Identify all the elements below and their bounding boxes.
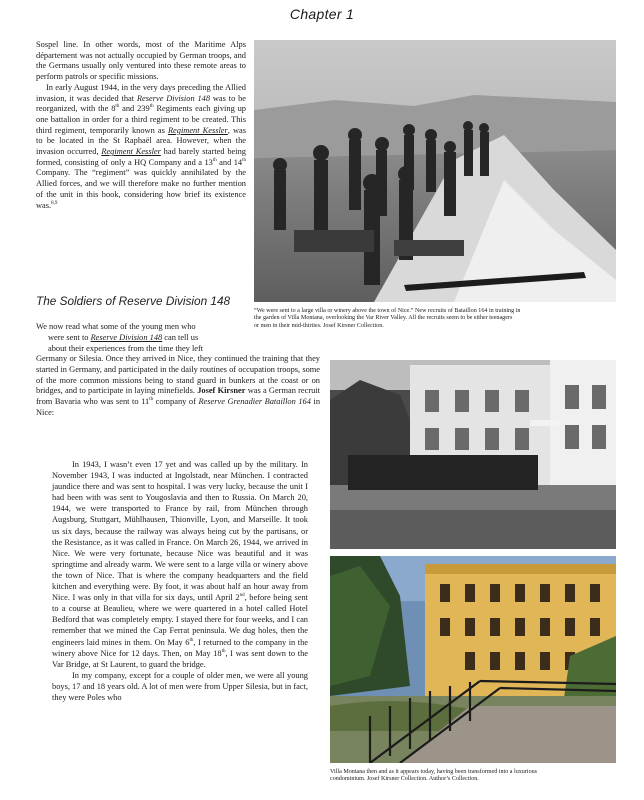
photo-recruits-training: [254, 40, 616, 302]
photo-caption: “We were sent to a large villa or winery above the town of Nice.” New recruits of Bataillon 164 in training in the garden of Villa Montana, overlooking the Var River Valley. All the recruits seem to be either teenagers or men in their mid-thirties. Josef Kirsner Collection.: [254, 308, 521, 329]
intro-text: We now read what some of the young men who were sent to Reserve Division 148 can tell us about their experiences from the time they left: [36, 322, 204, 353]
section-heading: The Soldiers of Reserve Division 148: [36, 294, 231, 308]
intro-text-cont: Germany or Silesia. Once they arrived in Nice, they continued the training that they started in Germany, and participated in the daily routines of occupation troops, some of the more common missions being to stand guard in bunkers at the coast or on bridges, and to participate in laying minefields. Josef Kirsner was a German recruit from Bavaria who was sent to 11th company of Reserve Grenadier Bataillon 164 in Nice:: [36, 354, 321, 417]
photo-caption: Villa Montana then and as it appears today, having been transformed into a luxurious condominium. Josef Kirsner Collection. Author’s Collection.: [330, 769, 538, 783]
person-name: Josef Kirsner: [197, 386, 246, 396]
footnote-ref: 8,9: [51, 200, 58, 206]
paragraph: In 1943, I wasn’t even 17 yet and was called up by the military. In November 1943, I was inducted at Ingolstadt, near München. I contracted jaundice there and was sent to hospital. I was very lucky, because the unit I had been with was sent to Yougoslavia and then to Russia. On March 20, 1944, we were transported to France by rail, from München through Augsburg, Stuttgart, Mühlhausen, Thionville, Lyon, and Marseille. It took us six days, because the railway was always being cut by the partisans, or the Resistance, as it was called in France. On March 26, 1944, we arrived in Nice. We were very fortunate, because Nice was beautiful and it was springtime and already warm. We were sent to a large villa or winery above the town of Nice. That is where the company headquarters and the field kitchen and everything were. By foot, it was about half an hour away from Nice. I was only in that villa for six days, until April 2nd, before being sent to a course at Beaulieu, where we were quartered in a hotel called Hotel Bedford that was completely empty. I stayed there for four weeks, and I can remember that we mined the Cap Ferrat peninsula. We dug holes, then the engineers laid mines in them. On May 6th, I returned to the company in the winery above Nice for 12 days. Then, on May 18th, I was sent down to the Var Bridge, at St Laurent, to guard the bridge.: [52, 460, 308, 669]
paragraph: In my company, except for a couple of older men, we were all young boys, 17 and 18 years old. A lot of men were from Upper Silesia, but in fact, they were Poles who: [52, 670, 308, 702]
photo-villa-today: [330, 556, 616, 763]
left-column-text: [36, 40, 246, 211]
paragraph: In early August 1944, in the very days preceding the Allied invasion, it was decided that Reserve Division 148 was to be reorganized, with the 8th and 239th Regiments each giving up one battalion in order for a third regiment to be created. This third regiment, temporarily known as Regiment Kessler, was to be located in the St Raphaël area. However, when the invasion occurred, Regiment Kessler had barely started being formed, consisting of only a HQ Company and a 13th and 14th Company. The “regiment” was quickly annihilated by the Allied forces, and we will therefore make no further mention of the unit in this book, considering how brief its existence was.$^{8,9}$: [36, 82, 246, 210]
paragraph: Sospel line. In other words, most of the Maritime Alps département was not actually occupied by German troops, and the Germans usually only ventured into these remote areas to perform patrols or specific missions.: [36, 40, 246, 82]
chapter-title: Chapter 1: [289, 6, 355, 22]
testimony-quote: [52, 459, 308, 703]
photo-villa-then: [330, 360, 616, 549]
